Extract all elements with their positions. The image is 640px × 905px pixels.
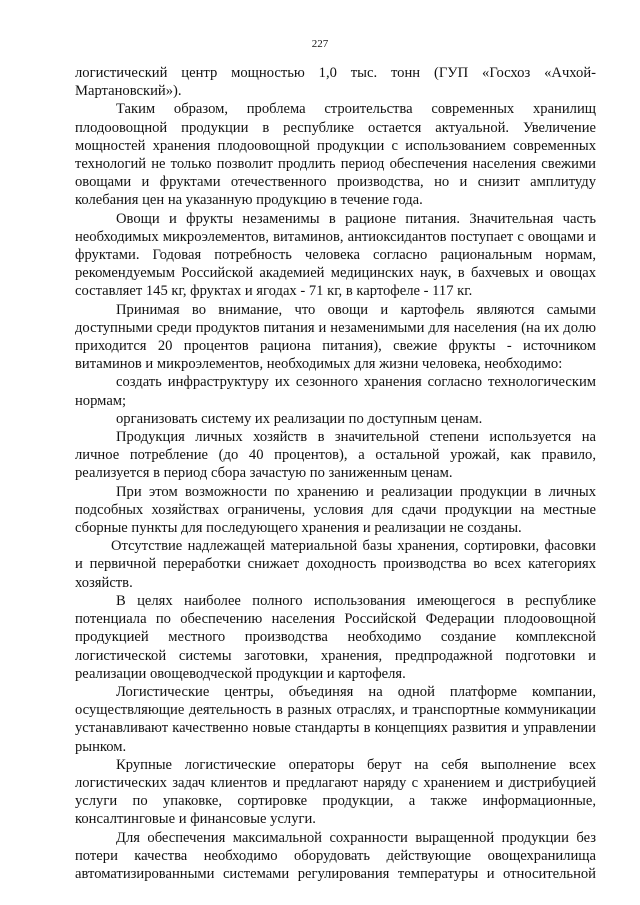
- paragraph-logistics-centers: Логистические центры, объединяя на одной платформе компании, осуществляющие деятельность в разных отраслях, и транспортные коммуникации устанавливают качественно новые стандарты в концепциях развития и управлении рынком.: [75, 683, 596, 755]
- paragraph-personal-farms: Продукция личных хозяйств в значительной степени используется на личное потребление (до 40 процентов), а остальной урожай, как правило, реализуется в период сбора зачастую по заниженным ценам.: [75, 429, 596, 482]
- paragraph-storage-equipment: Для обеспечения максимальной сохранности выращенной продукции без потери качества необходимо оборудовать действующие овощехранилища автоматизированными системами регулирования температуры и относительной: [75, 829, 596, 882]
- document-body: [75, 64, 596, 883]
- paragraph-continuation: логистический центр мощностью 1,0 тыс. тонн (ГУП «Госхоз «Ачхой-Мартановский»).: [75, 65, 596, 100]
- page-number: 227: [311, 38, 329, 50]
- list-item-sales-system: организовать систему их реализации по доступным ценам.: [116, 410, 483, 427]
- paragraph-vegetables-nutrition: Овощи и фрукты незаменимы в рационе питания. Значительная часть необходимых микроэлементов, витаминов, антиоксидантов поступает с овощами и фруктами. Годовая потребность человека согласно рациональным нормам, рекомендуемым Российской академией медицинских наук, в бахчевых и овощах составляет 145 кг, фруктах и ягодах - 71 кг, в картофеле - 117 кг.: [75, 210, 596, 300]
- paragraph-material-base: Отсутствие надлежащей материальной базы хранения, сортировки, фасовки и первичной переработки снижает доходность производства во всех категориях хозяйств.: [75, 538, 596, 591]
- paragraph-logistics-operators: Крупные логистические операторы берут на себя выполнение всех логистических задач клиентов и предлагают наряду с хранением и дистрибуцией услуги по упаковке, сортировке продукции, а также информационные, консалтинговые и финансовые услуги.: [75, 756, 596, 828]
- list-item-infrastructure: создать инфраструктуру их сезонного хранения согласно технологическим нормам;: [75, 374, 596, 409]
- paragraph-storage-problem: Таким образом, проблема строительства современных хранилищ плодоовощной продукции в республике остается актуальной. Увеличение мощностей хранения плодоовощной продукции с использованием современных технологий не только позволит продлить период обеспечения населения свежими овощами и фруктами отечественного производства, но и снизит амплитуду колебания цен на указанную продукцию в течение года.: [75, 101, 596, 209]
- paragraph-necessary-measures: Принимая во внимание, что овощи и картофель являются самыми доступными среди продуктов питания и незаменимыми для населения (на их долю приходится 20 процентов рациона питания), свежие фрукты - источником витаминов и микроэлементов, необходимых для жизни человека, необходимо:: [75, 301, 596, 373]
- paragraph-logistics-system: В целях наиболее полного использования имеющегося в республике потенциала по обеспечению населения Российской Федерации плодоовощной продукцией местного производства необходимо создание комплексной логистической системы заготовки, хранения, предпродажной подготовки и реализации овощеводческой продукции и картофеля.: [75, 592, 596, 682]
- paragraph-storage-limits: При этом возможности по хранению и реализации продукции в личных подсобных хозяйствах ограничены, условия для сдачи продукции на местные сборные пункты для последующего хранения и реализации не созданы.: [75, 483, 596, 537]
